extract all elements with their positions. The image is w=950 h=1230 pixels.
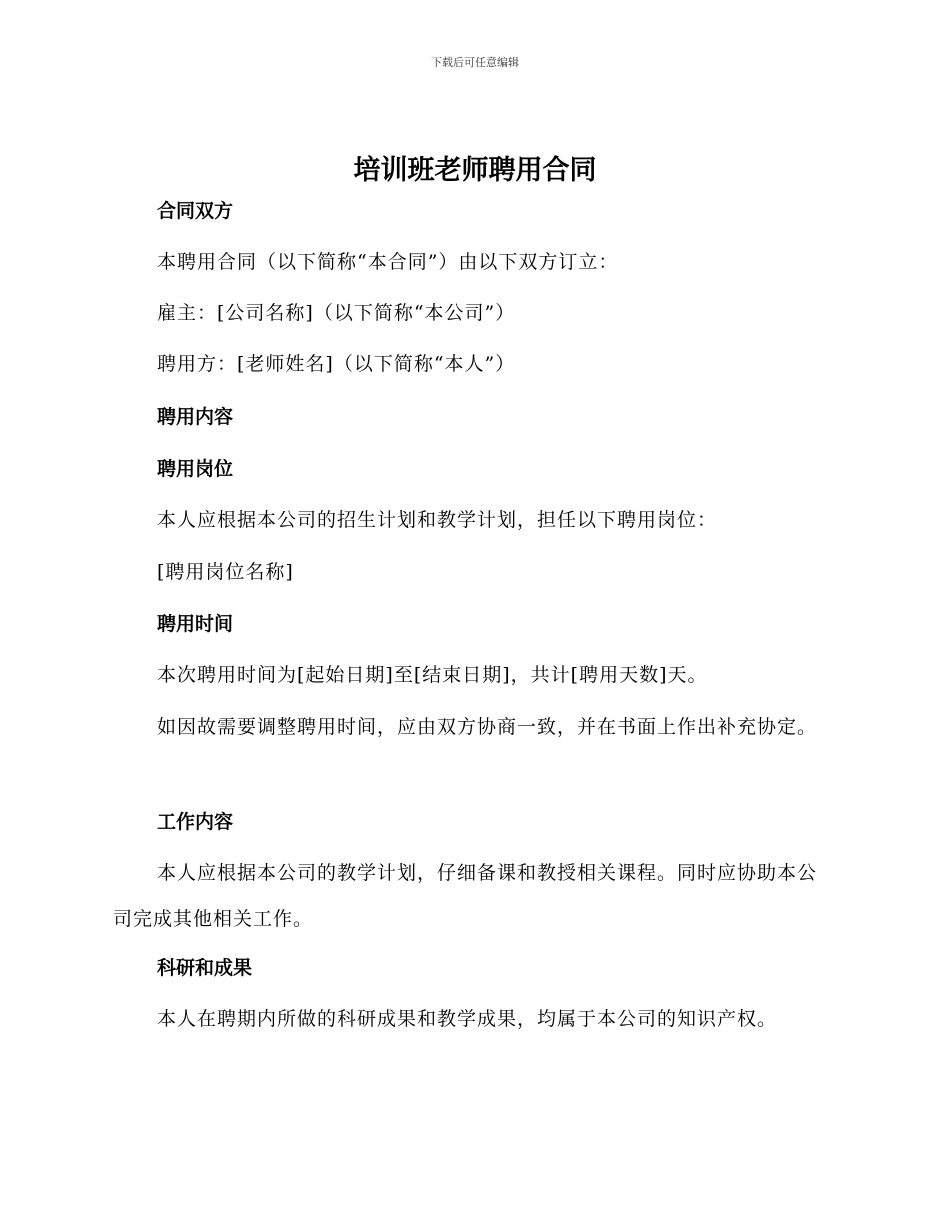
section-heading-time: 聘用时间 (157, 613, 234, 635)
time-text: 本次聘用时间为[起始日期]至[结束日期]，共计[聘用天数]天。 (157, 664, 708, 686)
section-heading-position: 聘用岗位 (157, 458, 234, 480)
employer-line: 雇主：[公司名称]（以下简称“本公司”） (157, 302, 516, 324)
section-heading-work: 工作内容 (157, 811, 234, 833)
employee-line: 聘用方：[老师姓名]（以下简称“本人”） (157, 353, 516, 375)
section-heading-research: 科研和成果 (157, 957, 253, 979)
header-note: 下载后可任意编辑 (431, 56, 519, 69)
section-heading-parties: 合同双方 (157, 200, 234, 222)
time-adjust-paragraph: 如因故需要调整聘用时间，应由双方协商一致，并在书面上作出补充协定。 (157, 716, 818, 738)
parties-intro: 本聘用合同（以下简称“本合同”）由以下双方订立： (157, 251, 619, 273)
position-text: 本人应根据本公司的招生计划和教学计划，担任以下聘用岗位： (157, 509, 718, 531)
section-heading-content: 聘用内容 (157, 406, 234, 428)
research-text: 本人在聘期内所做的科研成果和教学成果，均属于本公司的知识产权。 (157, 1008, 778, 1030)
document-title: 培训班老师聘用合同 (353, 155, 597, 186)
position-name: [聘用岗位名称] (157, 561, 294, 583)
work-paragraph: 本人应根据本公司的教学计划，仔细备课和教授相关课程。同时应协助本公司完成其他相关工作。 (113, 862, 818, 930)
